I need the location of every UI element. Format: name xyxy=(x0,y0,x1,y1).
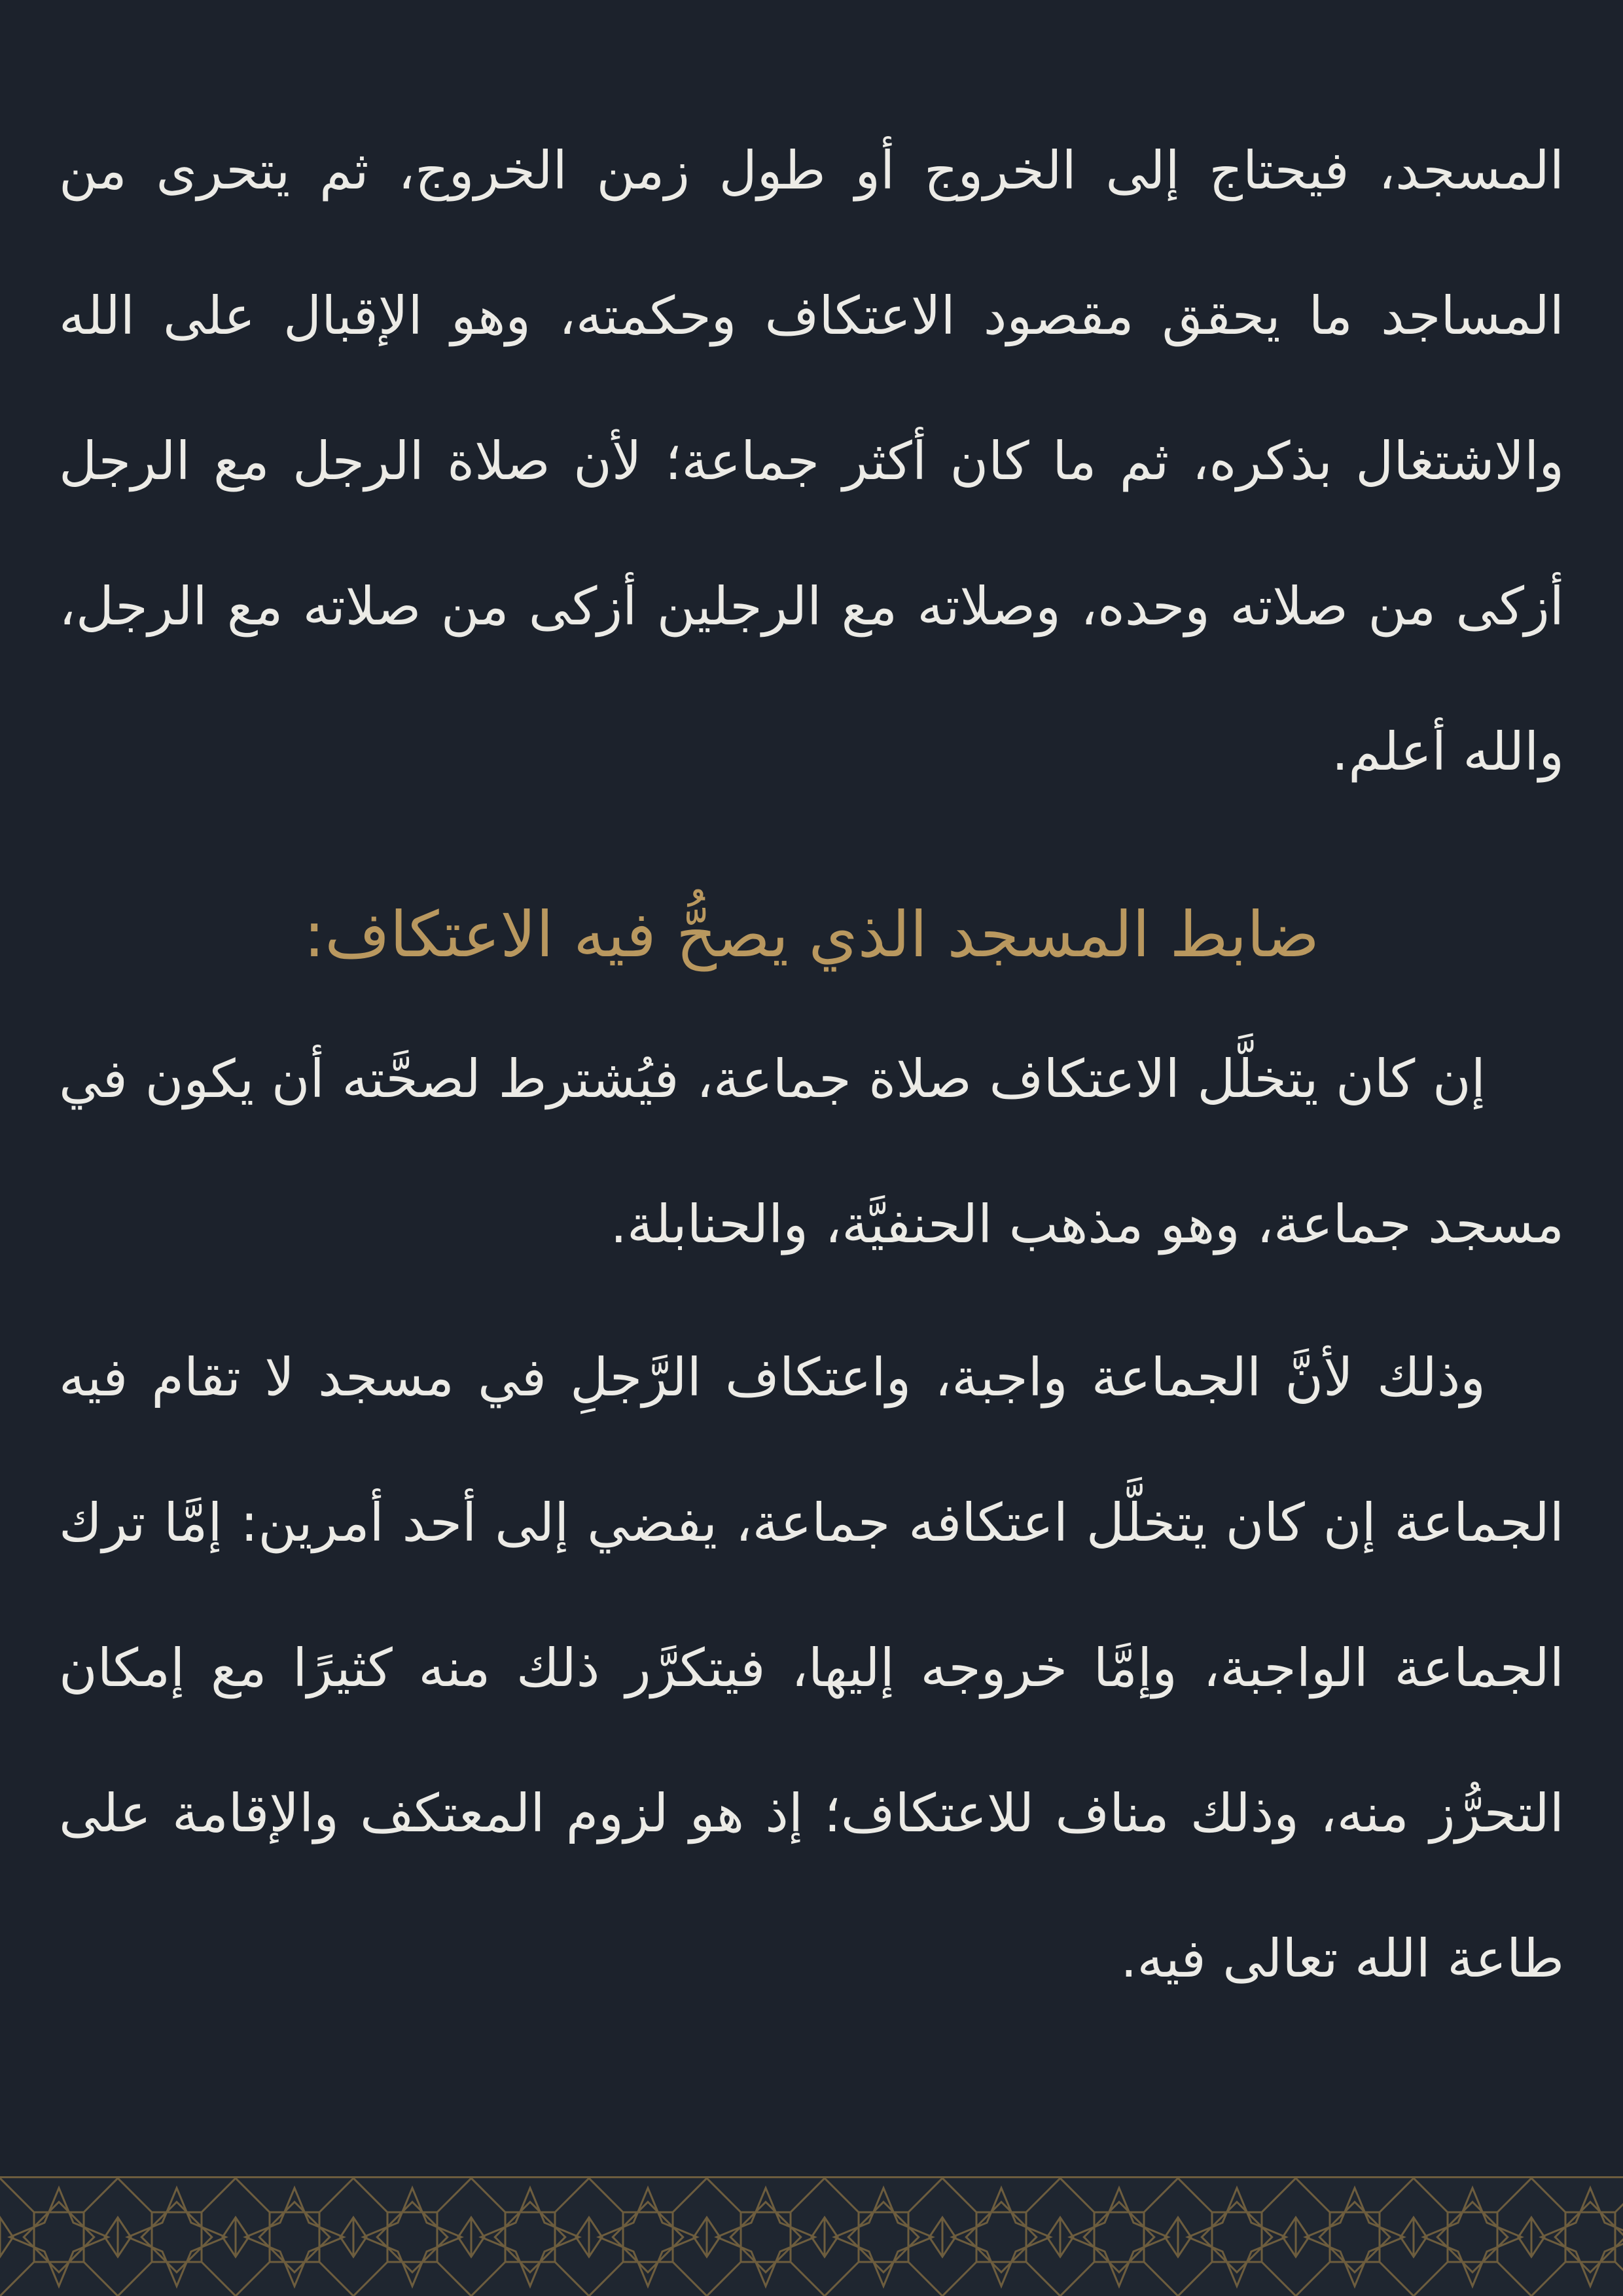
continuation-paragraph: المسجد، فيحتاج إلى الخروج أو طول زمن الخروج، ثم يتحرى من المساجد ما يحقق مقصود الاعتكاف وحكمته، وهو الإقبال على الله والاشتغال بذكره، ثم ما كان أكثر جماعة؛ لأن صلاة الرجل مع الرجل أزكى من صلاته وحده، وصلاته مع الرجلين أزكى من صلاته مع الرجل، والله أعلم. xyxy=(59,140,1564,782)
footer-ornament-band xyxy=(0,2176,1623,2296)
page-content xyxy=(59,98,1564,2032)
islamic-star-pattern-icon xyxy=(0,2178,1623,2296)
body-paragraph-2: وذلك لأنَّ الجماعة واجبة، واعتكاف الرَّجلِ في مسجد لا تقام فيه الجماعة إن كان يتخلَّل اعتكافه جماعة، يفضي إلى أحد أمرين: إمَّا ترك الجماعة الواجبة، وإمَّا خروجه إليها، فيتكرَّر ذلك منه كثيرًا مع إمكان التحرُّز منه، وذلك مناف للاعتكاف؛ إذ هو لزوم المعتكف والإقامة على طاعة الله تعالى فيه. xyxy=(59,1347,1564,1989)
section-heading: ضابط المسجد الذي يصحُّ فيه الاعتكاف: xyxy=(303,898,1320,971)
body-paragraph-1: إن كان يتخلَّل الاعتكاف صلاة جماعة، فيُشترط لصحَّته أن يكون في مسجد جماعة، وهو مذهب الحنفيَّة، والحنابلة. xyxy=(59,1049,1564,1255)
